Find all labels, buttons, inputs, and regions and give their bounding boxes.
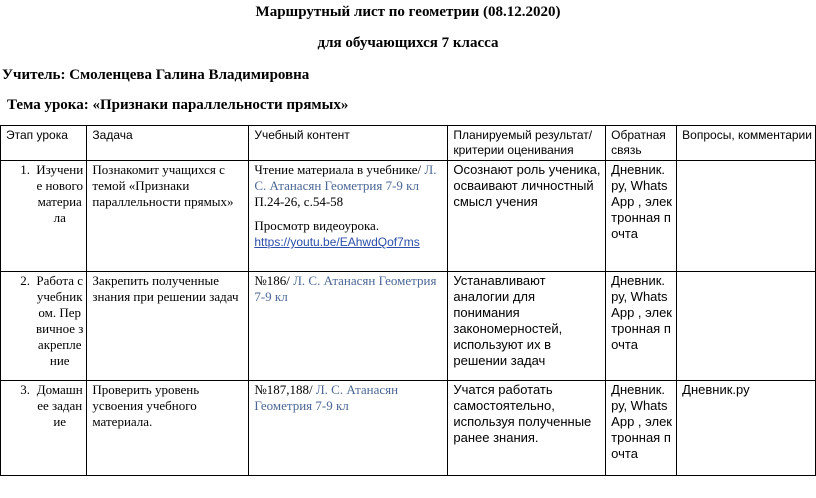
stage-cell bbox=[1, 272, 87, 381]
textbook-reference: Л. С. Атанасян Геометрия 7-9 кл bbox=[254, 382, 399, 413]
header-feedback: Обратная связь bbox=[606, 126, 677, 161]
table-row bbox=[1, 381, 816, 476]
header-task: Задача bbox=[87, 126, 249, 161]
header-content: Учебный контент bbox=[249, 126, 448, 161]
stage-text: Домашнее задание bbox=[36, 382, 83, 429]
content-pages: П.24-26, с.54-58 bbox=[254, 194, 344, 209]
header-questions: Вопросы, комментарии bbox=[677, 126, 816, 161]
content-cell bbox=[249, 381, 448, 476]
document-title: Маршрутный лист по геометрии (08.12.2020) bbox=[255, 4, 561, 20]
feedback-cell: Дневник. ру, WhatsApp , электронная почта bbox=[606, 381, 677, 476]
teacher-line: Учитель: Смоленцева Галина Владимировна bbox=[2, 67, 310, 83]
task-cell: Познакомит учащихся с темой «Признаки параллельности прямых» bbox=[87, 161, 249, 272]
table-row bbox=[1, 272, 816, 381]
questions-cell bbox=[677, 272, 816, 381]
feedback-cell: Дневник. ру, WhatsApp , электронная почта bbox=[606, 161, 677, 272]
route-table bbox=[0, 125, 816, 476]
video-label: Просмотр видеоурока. bbox=[254, 218, 380, 233]
row-number: 3. bbox=[20, 382, 30, 397]
questions-cell bbox=[677, 161, 816, 272]
row-number: 2. bbox=[20, 273, 30, 288]
content-text: №187,188/ bbox=[254, 382, 313, 397]
stage-cell bbox=[1, 381, 87, 476]
feedback-cell: Дневник. ру, WhatsApp , электронная почта bbox=[606, 272, 677, 381]
table-header-row bbox=[1, 126, 816, 161]
header-stage: Этап урока bbox=[1, 126, 87, 161]
textbook-reference: Л. С. Атанасян Геометрия 7-9 кл bbox=[254, 273, 437, 304]
video-link[interactable]: https://youtu.be/EAhwdQof7ms bbox=[254, 235, 420, 249]
result-cell: Осознают роль ученика, осваивают личностный смысл учения bbox=[448, 161, 606, 272]
stage-text: Изучение нового материала bbox=[36, 162, 84, 225]
questions-cell: Дневник.ру bbox=[677, 381, 816, 476]
result-cell: Устанавливают аналогии для понимания закономерностей, используют их в решении задач bbox=[448, 272, 606, 381]
stage-text: Работа с учебником. Первичное закрепление bbox=[36, 273, 84, 368]
row-number: 1. bbox=[20, 162, 30, 177]
content-cell bbox=[249, 161, 448, 272]
textbook-reference: Л. С. Атанасян Геометрия 7-9 кл bbox=[254, 162, 437, 193]
content-text: Чтение материала в учебнике/ bbox=[254, 162, 422, 177]
header-result: Планируемый результат/ критерии оценивания bbox=[448, 126, 606, 161]
task-cell: Закрепить полученные знания при решении задач bbox=[87, 272, 249, 381]
stage-cell bbox=[1, 161, 87, 272]
table-row bbox=[1, 161, 816, 272]
topic-line: Тема урока: «Признаки параллельности прямых» bbox=[7, 97, 349, 113]
result-cell: Учатся работать самостоятельно, используя полученные ранее знания. bbox=[448, 381, 606, 476]
document-subtitle: для обучающихся 7 класса bbox=[317, 35, 499, 51]
task-cell: Проверить уровень усвоения учебного материала. bbox=[87, 381, 249, 476]
content-text: №186/ bbox=[254, 273, 290, 288]
content-cell bbox=[249, 272, 448, 381]
